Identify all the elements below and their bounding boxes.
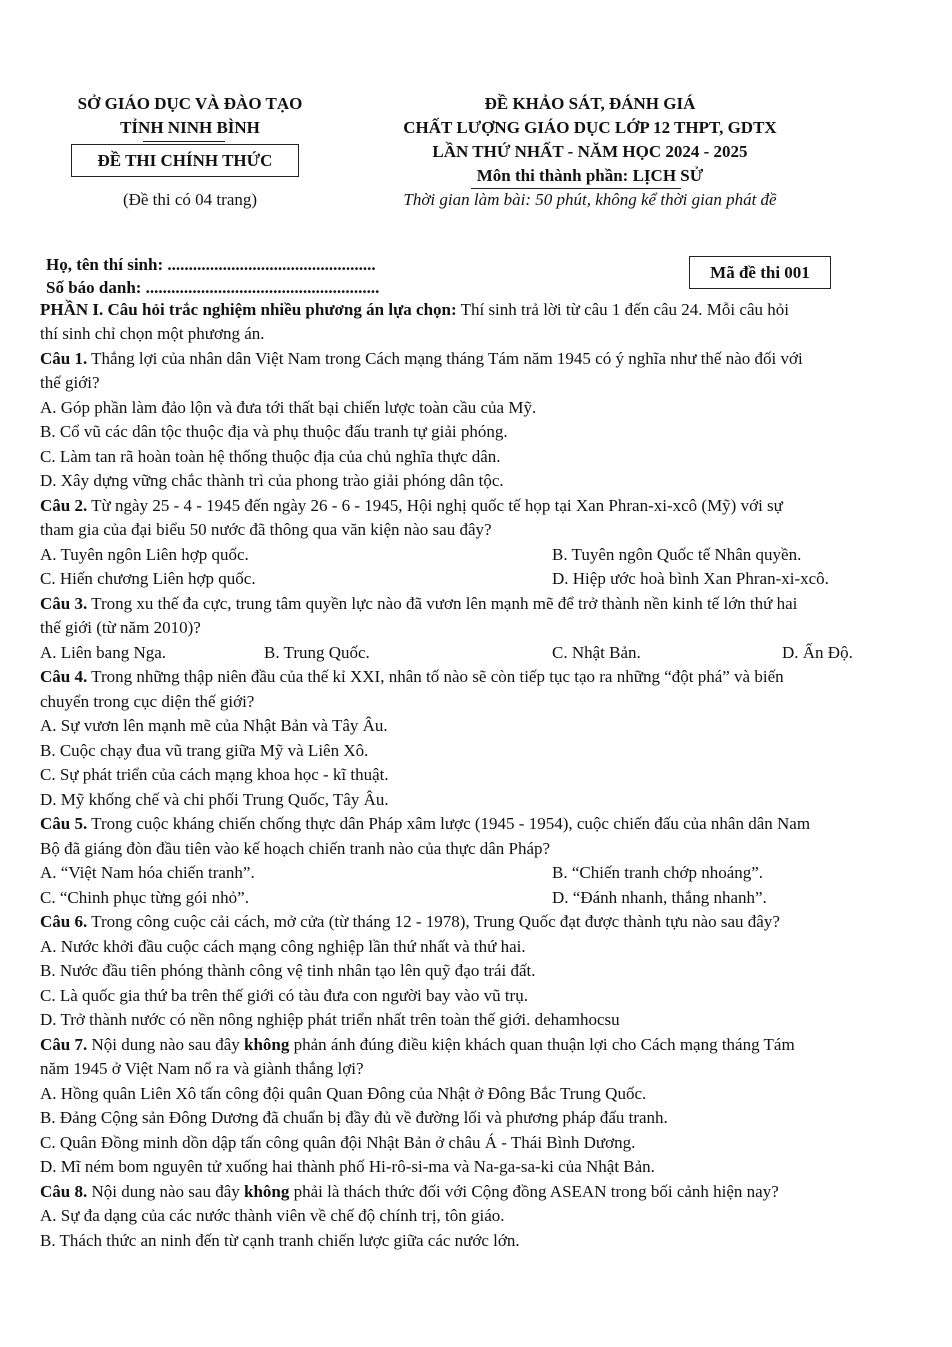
question-5 (40, 812, 902, 837)
province-underline (143, 141, 225, 142)
question-label: Câu 8. (40, 1182, 88, 1201)
option-c: C. Quân Đồng minh dồn dập tấn công quân đội Nhật Bản ở châu Á - Thái Bình Dương. (40, 1133, 636, 1152)
official-label: ĐỀ THI CHÍNH THỨC (97, 151, 273, 170)
option-d: D. Mĩ ném bom nguyên tử xuống hai thành phố Hi-rô-si-ma và Na-ga-sa-ki của Nhật Bản. (40, 1157, 655, 1176)
question-text: Trong xu thế đa cực, trung tâm quyền lực nào đã vươn lên mạnh mẽ để trở thành nền kinh tế lớn thứ hai (87, 594, 798, 613)
subject-line: Môn thi thành phần: LỊCH SỬ (476, 166, 704, 185)
question-label: Câu 6. (40, 912, 88, 931)
question-label: Câu 5. (40, 814, 88, 833)
question-2 (40, 494, 902, 519)
question-text: Từ ngày 25 - 4 - 1945 đến ngày 26 - 6 - 1945, Hội nghị quốc tế họp tại Xan Phran-xi-xcô (Mỹ) với sự (87, 496, 783, 515)
question-text: Nội dung nào sau đây (87, 1182, 244, 1201)
department-name: SỞ GIÁO DỤC VÀ ĐÀO TẠO (77, 94, 303, 113)
question-emphasis: không (244, 1182, 290, 1201)
option-d: D. Xây dựng vững chắc thành trì của phong trào giải phóng dân tộc. (40, 471, 504, 490)
question-text: Trong những thập niên đầu của thế kỉ XXI, nhân tố nào sẽ còn tiếp tục tạo ra những “đột phá” và biến (87, 667, 784, 686)
option-c: C. Sự phát triển của cách mạng khoa học - kĩ thuật. (40, 765, 389, 784)
part1-instruction (40, 298, 902, 323)
option-d: D. “Đánh nhanh, thắng nhanh”. (552, 888, 767, 907)
option-c: C. Hiến chương Liên hợp quốc. (40, 569, 256, 588)
option-c: C. Làm tan rã hoàn toàn hệ thống thuộc địa của chủ nghĩa thực dân. (40, 447, 501, 466)
exam-title-line2: CHẤT LƯỢNG GIÁO DỤC LỚP 12 THPT, GDTX (403, 118, 777, 137)
option-c: C. “Chinh phục từng gói nhỏ”. (40, 888, 249, 907)
province-name: TỈNH NINH BÌNH (120, 118, 260, 137)
option-a: A. Tuyên ngôn Liên hợp quốc. (40, 545, 249, 564)
exam-title-line3: LẦN THỨ NHẤT - NĂM HỌC 2024 - 2025 (432, 142, 748, 161)
question-text-cont: thế giới? (40, 373, 100, 392)
question-label: Câu 4. (40, 667, 88, 686)
option-d: D. Trở thành nước có nền nông nghiệp phát triển nhất trên toàn thế giới. dehamhocsu (40, 1010, 620, 1029)
option-a: A. Hồng quân Liên Xô tấn công đội quân Quan Đông của Nhật ở Đông Bắc Trung Quốc. (40, 1084, 647, 1103)
part1-heading: PHẦN I. Câu hỏi trắc nghiệm nhiều phương án lựa chọn: (40, 300, 457, 319)
option-b: B. Cuộc chạy đua vũ trang giữa Mỹ và Liên Xô. (40, 741, 369, 760)
option-b: B. Tuyên ngôn Quốc tế Nhân quyền. (552, 545, 802, 564)
page-count: (Đề thi có 04 trang) (122, 190, 258, 209)
question-text-cont: thế giới (từ năm 2010)? (40, 618, 201, 637)
option-a: A. Sự vươn lên mạnh mẽ của Nhật Bản và Tây Âu. (40, 716, 388, 735)
option-a: A. Nước khởi đầu cuộc cách mạng công nghiệp lần thứ nhất và thứ hai. (40, 937, 526, 956)
question-text: phản ánh đúng điều kiện khách quan thuận lợi cho Cách mạng tháng Tám (289, 1035, 795, 1054)
candidate-id-field: Số báo danh: ....................................................... (46, 278, 380, 297)
question-text: phải là thách thức đối với Cộng đồng ASEAN trong bối cảnh hiện nay? (289, 1182, 779, 1201)
option-d: D. Ấn Độ. (782, 643, 853, 662)
question-text-cont: chuyển trong cục diện thế giới? (40, 692, 255, 711)
option-a: A. Góp phần làm đảo lộn và đưa tới thất bại chiến lược toàn cầu của Mỹ. (40, 398, 537, 417)
option-d: D. Hiệp ước hoà bình Xan Phran-xi-xcô. (552, 569, 829, 588)
option-d: D. Mỹ khống chế và chi phối Trung Quốc, Tây Âu. (40, 790, 389, 809)
question-label: Câu 1. (40, 349, 88, 368)
question-3 (40, 592, 902, 617)
candidate-name-field: Họ, tên thí sinh: ................................................. (46, 255, 376, 274)
question-text: Trong công cuộc cải cách, mở cửa (từ tháng 12 - 1978), Trung Quốc đạt được thành tựu nào sau đây? (87, 912, 780, 931)
question-label: Câu 7. (40, 1035, 88, 1054)
question-text: Trong cuộc kháng chiến chống thực dân Pháp xâm lược (1945 - 1954), cuộc chiến đấu của nhân dân Nam (87, 814, 811, 833)
option-a: A. Liên bang Nga. (40, 643, 167, 662)
question-8 (40, 1180, 902, 1205)
question-7 (40, 1033, 902, 1058)
official-exam-box (71, 144, 299, 177)
question-text-cont: tham gia của đại biểu 50 nước đã thông qua văn kiện nào sau đây? (40, 520, 492, 539)
question-emphasis: không (244, 1035, 290, 1054)
option-c: C. Là quốc gia thứ ba trên thế giới có tàu đưa con người bay vào vũ trụ. (40, 986, 528, 1005)
exam-code: Mã đề thi 001 (710, 263, 810, 282)
option-b: B. Trung Quốc. (264, 643, 370, 662)
option-b: B. “Chiến tranh chớp nhoáng”. (552, 863, 764, 882)
question-text: Nội dung nào sau đây (87, 1035, 244, 1054)
option-b: B. Nước đầu tiên phóng thành công vệ tinh nhân tạo lên quỹ đạo trái đất. (40, 961, 536, 980)
option-b: B. Cổ vũ các dân tộc thuộc địa và phụ thuộc đấu tranh tự giải phóng. (40, 422, 508, 441)
question-text: Thắng lợi của nhân dân Việt Nam trong Cách mạng tháng Tám năm 1945 có ý nghĩa như thế nào đối với (87, 349, 803, 368)
part1-instruction-cont: thí sinh chỉ chọn một phương án. (40, 324, 265, 343)
option-b: B. Đảng Cộng sản Đông Dương đã chuẩn bị đầy đủ về đường lối và phương pháp đấu tranh. (40, 1108, 668, 1127)
question-6 (40, 910, 902, 935)
option-b: B. Thách thức an ninh đến từ cạnh tranh chiến lược giữa các nước lớn. (40, 1231, 520, 1250)
option-c: C. Nhật Bản. (552, 643, 641, 662)
part1-instruction-text: Thí sinh trả lời từ câu 1 đến câu 24. Mỗi câu hỏi (456, 300, 789, 319)
question-text-cont: Bộ đã giáng đòn đầu tiên vào kế hoạch chiến tranh nào của thực dân Pháp? (40, 839, 551, 858)
question-text-cont: năm 1945 ở Việt Nam nổ ra và giành thắng lợi? (40, 1059, 364, 1078)
option-a: A. “Việt Nam hóa chiến tranh”. (40, 863, 255, 882)
question-1 (40, 347, 902, 372)
option-a: A. Sự đa dạng của các nước thành viên về chế độ chính trị, tôn giáo. (40, 1206, 505, 1225)
question-4 (40, 665, 902, 690)
question-label: Câu 3. (40, 594, 88, 613)
exam-title-line1: ĐỀ KHẢO SÁT, ĐÁNH GIÁ (484, 94, 696, 113)
time-limit: Thời gian làm bài: 50 phút, không kể thời gian phát đề (403, 190, 777, 209)
question-label: Câu 2. (40, 496, 88, 515)
exam-code-box (689, 256, 831, 289)
